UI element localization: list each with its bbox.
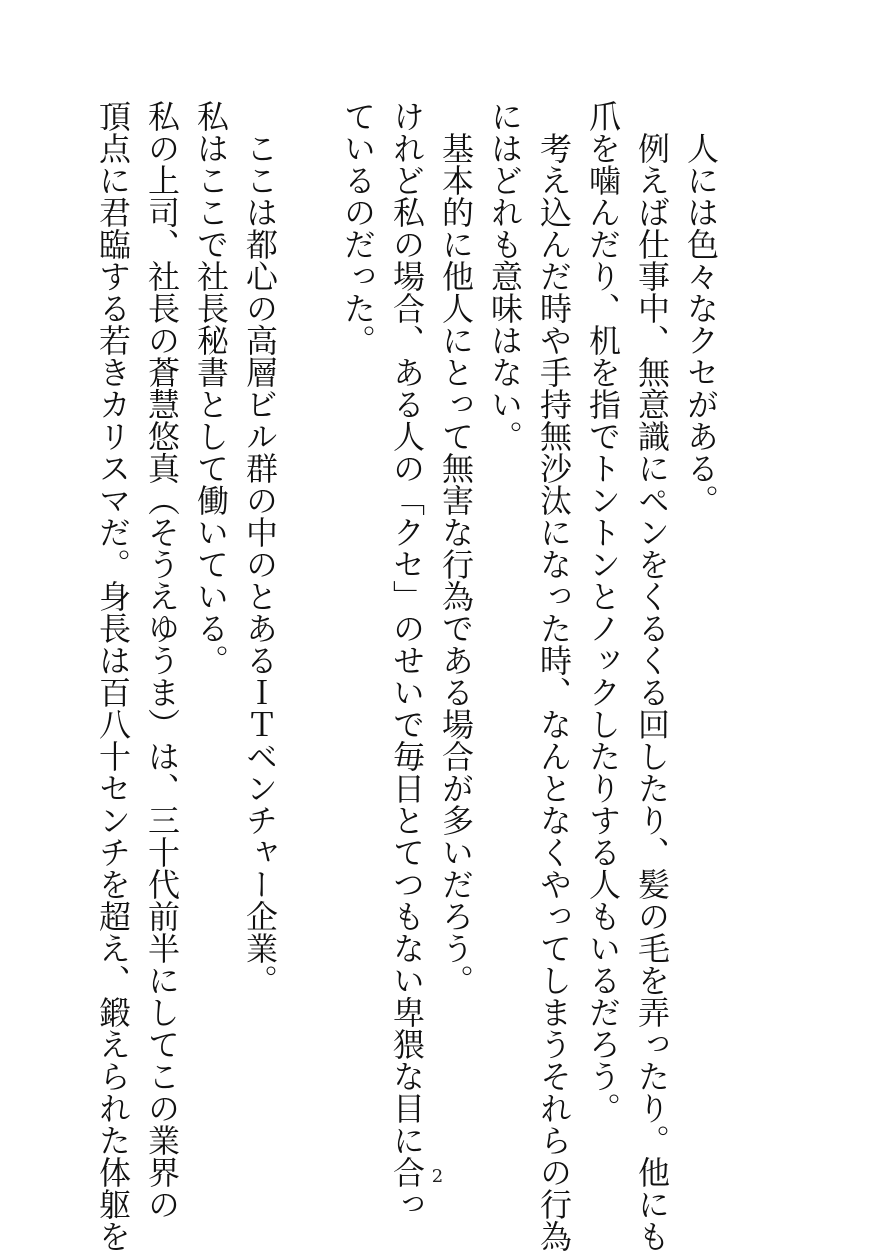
- paragraph-gap: [284, 100, 333, 1120]
- text-column: 例えば仕事中、無意識にペンをくるくる回したり、髪の毛を弄ったり。他にも: [633, 132, 671, 1252]
- text-column: 頂点に君臨する若きカリスマだ。身長は百八十センチを超え、鍛えられた体躯を: [94, 100, 132, 1252]
- text-column: 人には色々なクセがある。: [682, 132, 720, 516]
- text-column: 私はここで社長秘書として働いている。: [192, 100, 230, 676]
- text-column: ここは都心の高層ビル群の中のとあるＩＴベンチャー企業。: [241, 132, 279, 996]
- text-column: にはどれも意味はない。: [486, 100, 524, 452]
- text-column: 爪を噛んだり、机を指でトントンとノックしたりする人もいるだろう。: [584, 100, 622, 1124]
- text-column: 考え込んだ時や手持無沙汰になった時、なんとなくやってしまうそれらの行為: [535, 132, 573, 1252]
- text-column: けれど私の場合、ある人の「クセ」のせいで毎日とてつもない卑猥な目に合っ: [388, 100, 426, 1220]
- page-number: 2: [431, 1166, 444, 1187]
- vertical-text-body: [88, 100, 725, 1252]
- text-column: ているのだった。: [339, 100, 377, 356]
- text-column: 私の上司、社長の蒼慧悠真（そうえゆうま）は、三十代前半にしてこの業界の: [143, 100, 181, 1220]
- text-column: 基本的に他人にとって無害な行為である場合が多いだろう。: [437, 132, 475, 996]
